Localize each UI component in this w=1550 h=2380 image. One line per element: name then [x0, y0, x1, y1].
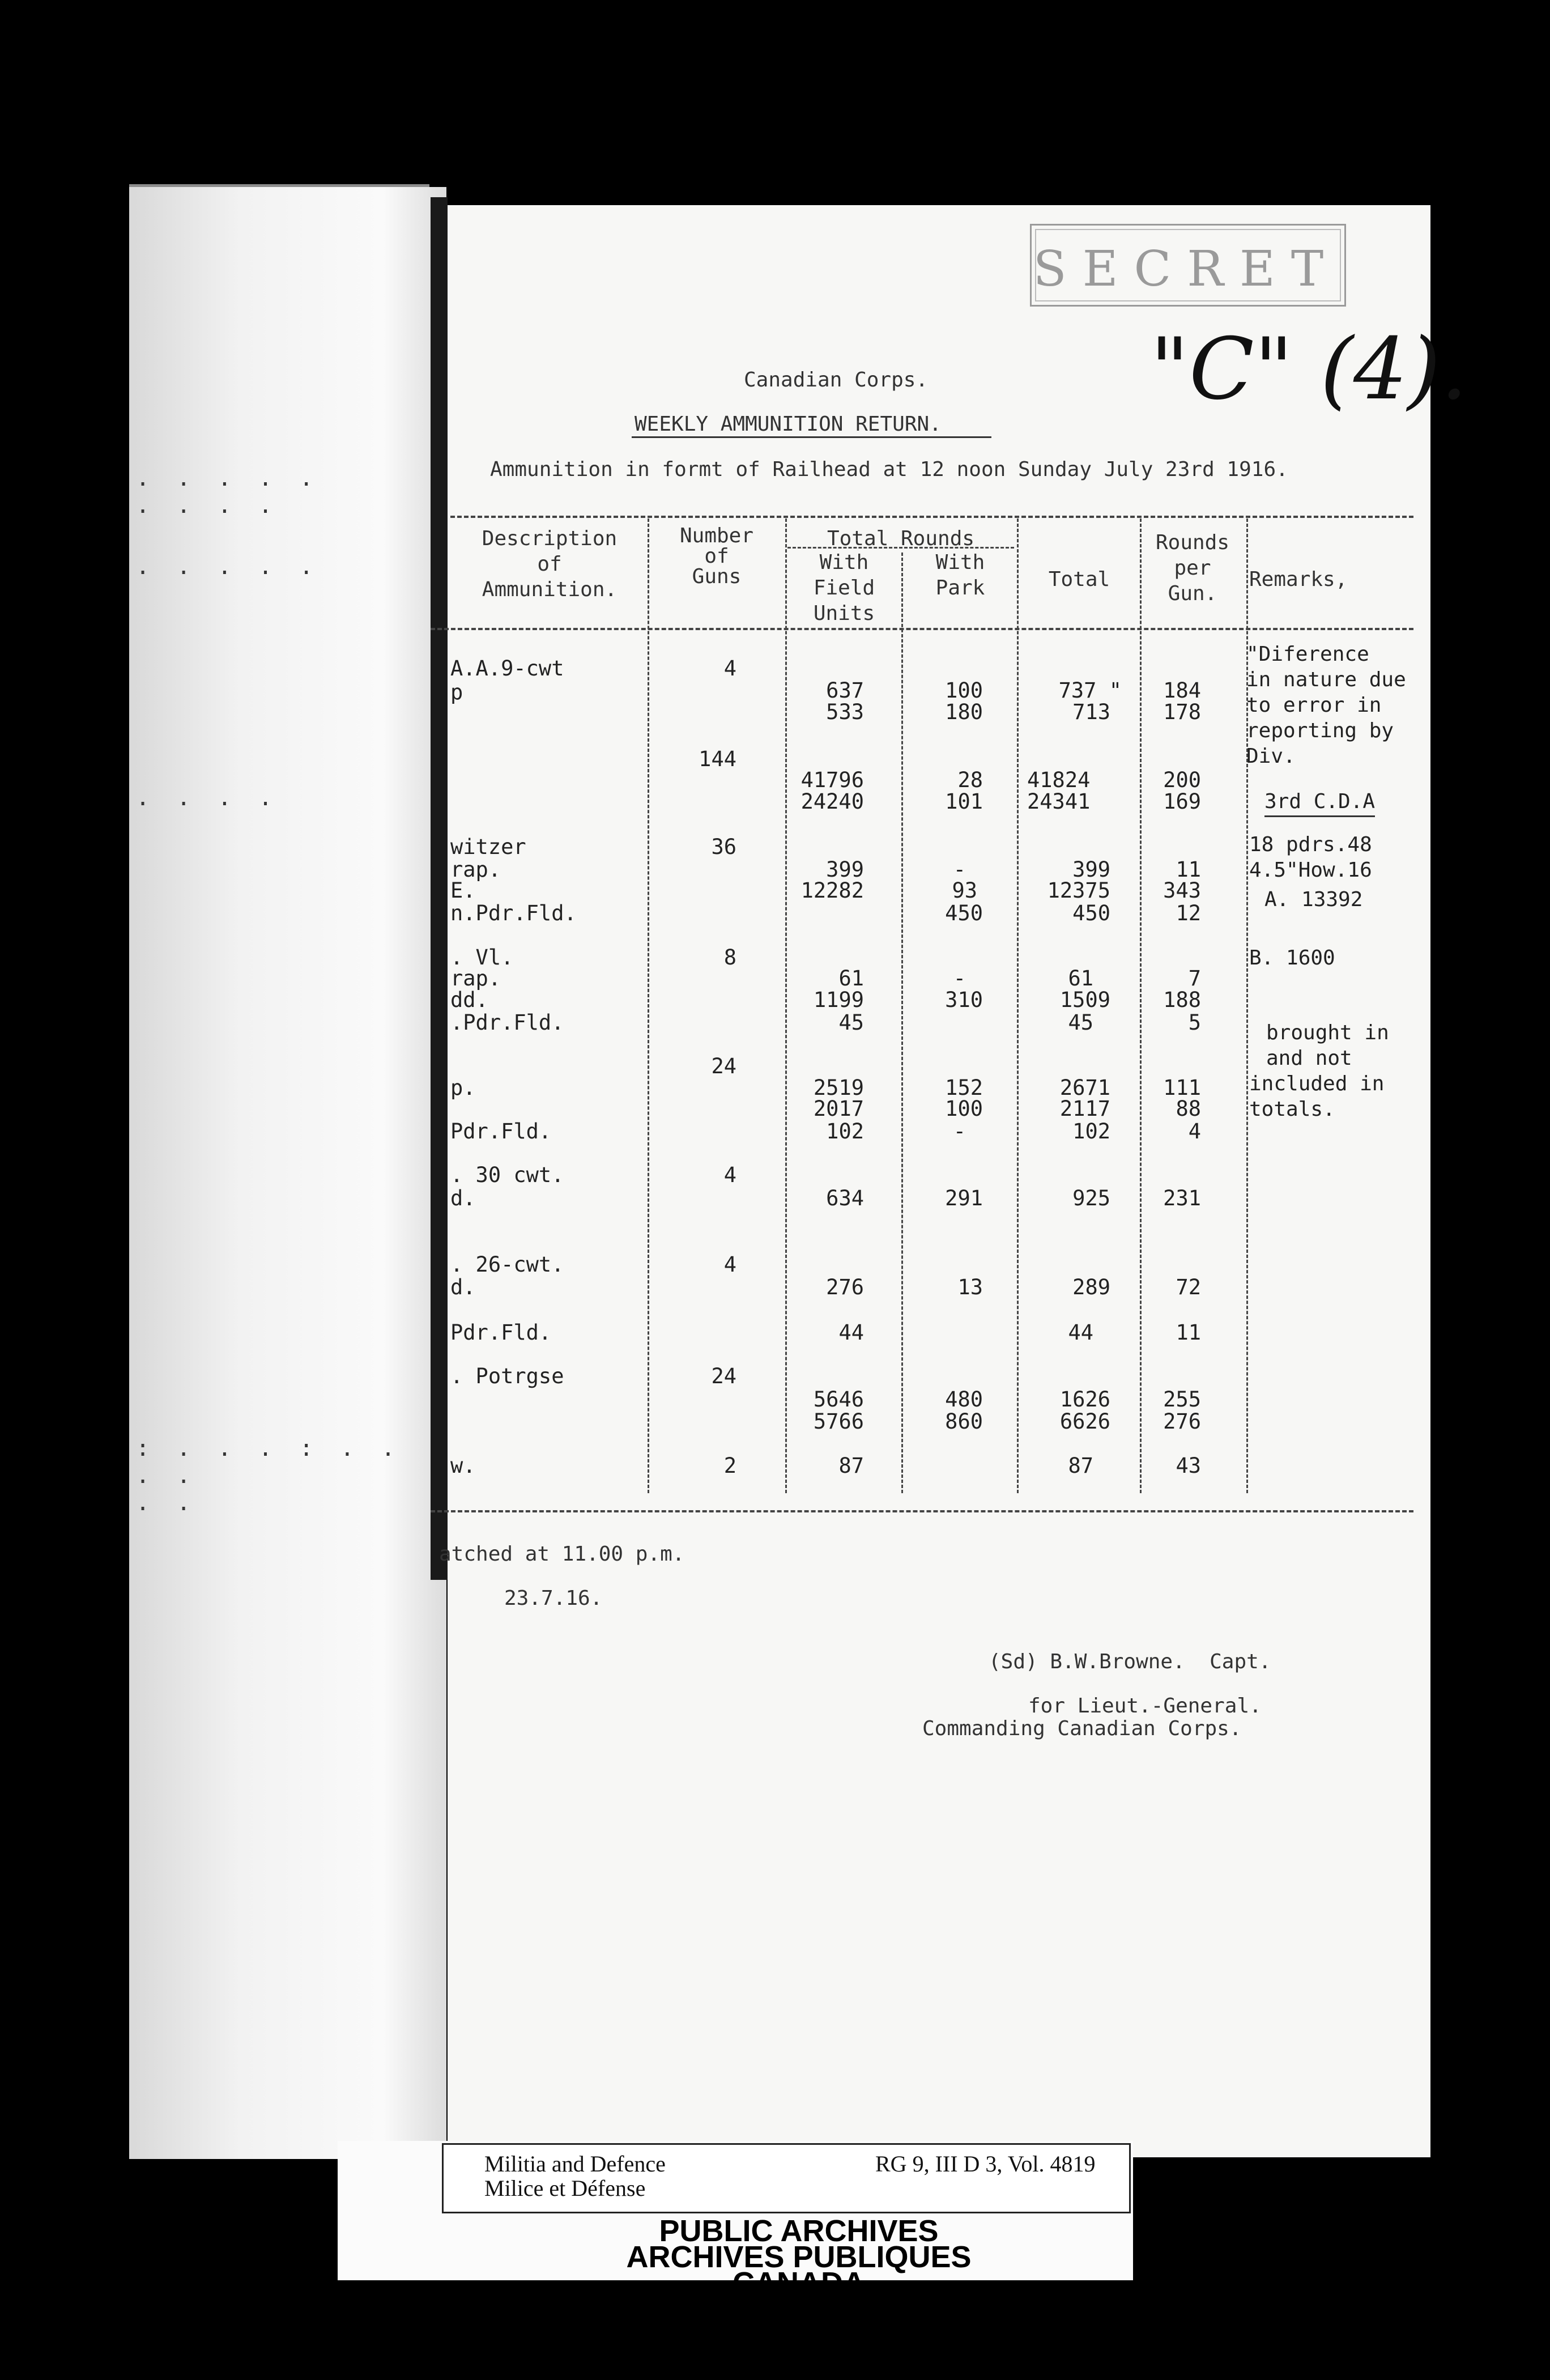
row-field: 2519 — [813, 1076, 864, 1100]
header-rule — [431, 628, 1413, 630]
remarks-note: "Diference in nature due to error in reporting by Div. — [1246, 643, 1406, 768]
dispatch-date: 23.7.16. — [504, 1587, 603, 1610]
row-per-gun: 7 — [1188, 966, 1201, 991]
col-header-per-gun: Rounds per Gun. — [1155, 531, 1230, 605]
row-field: 533 — [826, 700, 864, 724]
row-per-gun: 88 — [1176, 1096, 1201, 1121]
row-park: 291 — [945, 1186, 983, 1210]
row-guns: 4 — [723, 1252, 736, 1277]
row-field: 41796 — [800, 768, 864, 792]
row-per-gun: 43 — [1176, 1454, 1201, 1478]
row-desc: rap. — [450, 966, 501, 991]
row-total: 1509 — [1059, 988, 1110, 1012]
row-desc: n.Pdr.Fld. — [450, 901, 577, 925]
row-field: 634 — [826, 1186, 864, 1210]
archive-name-en: PUBLIC ARCHIVES — [659, 2214, 939, 2248]
col-divider — [901, 552, 903, 1493]
row-park: - — [953, 1119, 966, 1144]
remarks-b: B. 1600 — [1249, 946, 1335, 970]
row-per-gun: 169 — [1163, 789, 1201, 814]
row-desc: p. — [450, 1076, 476, 1100]
signature-command: Commanding Canadian Corps. — [922, 1717, 1242, 1740]
row-desc: . 30 cwt. — [450, 1163, 564, 1187]
document-page — [448, 205, 1430, 2157]
row-desc: w. — [450, 1454, 476, 1478]
secret-stamp: SECRET — [1033, 241, 1340, 298]
row-park: 101 — [945, 789, 983, 814]
row-field: 5646 — [813, 1387, 864, 1412]
col-header-park: With Park — [935, 551, 985, 600]
row-total: 2671 — [1059, 1076, 1110, 1100]
row-per-gun: 255 — [1163, 1387, 1201, 1412]
remarks-a: A. 13392 — [1264, 888, 1363, 911]
row-desc: p — [450, 680, 463, 704]
row-desc: . Potrgse — [450, 1364, 564, 1388]
title-underline — [632, 436, 991, 438]
row-desc: A.A.9-cwt — [450, 656, 564, 681]
row-per-gun: 111 — [1163, 1076, 1201, 1100]
row-park: - — [953, 857, 966, 882]
row-guns: 24 — [711, 1054, 736, 1078]
archive-country: CANADA — [733, 2266, 865, 2300]
row-total: 44 — [1068, 1320, 1093, 1345]
row-total: 713 — [1072, 700, 1110, 724]
row-field: 2017 — [813, 1096, 864, 1121]
row-per-gun: 200 — [1163, 768, 1201, 792]
col-header-total-rounds: Total Rounds — [827, 527, 975, 550]
row-per-gun: 11 — [1176, 1320, 1201, 1345]
col-divider — [1017, 518, 1019, 1493]
row-field: 637 — [826, 678, 864, 703]
row-park: 152 — [945, 1076, 983, 1100]
row-park: 93 — [952, 878, 977, 903]
row-park: 180 — [945, 700, 983, 724]
row-total: 399 — [1072, 857, 1110, 882]
row-per-gun: 72 — [1176, 1275, 1201, 1299]
row-park: - — [953, 966, 966, 991]
row-field: 45 — [838, 1010, 864, 1035]
row-guns: 36 — [711, 835, 736, 859]
org-heading: Canadian Corps. — [744, 368, 929, 392]
signature-for: for Lieut.-General. — [1028, 1694, 1262, 1718]
row-guns: 144 — [699, 747, 736, 771]
row-desc: E. — [450, 878, 476, 903]
row-field: 399 — [826, 857, 864, 882]
row-total: 2117 — [1059, 1096, 1110, 1121]
row-guns: 4 — [723, 1163, 736, 1187]
row-field: 5766 — [813, 1409, 864, 1434]
row-total: 102 — [1072, 1119, 1110, 1144]
row-total: 87 — [1068, 1454, 1093, 1478]
col-header-total: Total — [1048, 568, 1110, 591]
row-per-gun: 188 — [1163, 988, 1201, 1012]
row-field: 1199 — [813, 988, 864, 1012]
row-guns: 8 — [723, 945, 736, 970]
row-park: 450 — [945, 901, 983, 925]
row-total: 737 " — [1058, 678, 1122, 703]
row-desc: d. — [450, 1186, 476, 1210]
row-desc: . 26-cwt. — [450, 1252, 564, 1277]
row-total: 41824 — [1027, 768, 1091, 792]
row-total: 450 — [1072, 901, 1110, 925]
row-total: 12375 — [1047, 878, 1110, 903]
row-total: 61 — [1068, 966, 1093, 991]
ghost-text: . . . . . . . . . . . . . . . . . . : . . . : . . . . . . — [136, 465, 402, 1516]
row-per-gun: 12 — [1176, 901, 1201, 925]
row-field: 102 — [826, 1119, 864, 1144]
col-header-field-units: With Field Units — [813, 551, 875, 625]
row-per-gun: 4 — [1188, 1119, 1201, 1144]
row-guns: 2 — [723, 1454, 736, 1478]
row-park: 480 — [945, 1387, 983, 1412]
return-subtitle: Ammunition in formt of Railhead at 12 noon Sunday July 23rd 1916. — [490, 458, 1288, 481]
dept-english: Militia and Defence — [484, 2151, 666, 2177]
row-park: 28 — [957, 768, 983, 792]
row-per-gun: 276 — [1163, 1409, 1201, 1434]
row-park: 100 — [945, 1096, 983, 1121]
remarks-guns: 18 pdrs.48 4.5"How.16 — [1249, 833, 1372, 882]
row-field: 61 — [838, 966, 864, 991]
table-bottom-rule — [431, 1510, 1413, 1512]
remarks-division: 3rd C.D.A — [1264, 789, 1375, 817]
row-desc: d. — [450, 1275, 476, 1299]
archive-name-fr: ARCHIVES PUBLIQUES — [626, 2240, 972, 2274]
row-per-gun: 178 — [1163, 700, 1201, 724]
row-per-gun: 5 — [1188, 1010, 1201, 1035]
row-desc: .Pdr.Fld. — [450, 1010, 564, 1035]
col-divider — [648, 518, 649, 1493]
dispatch-line: atched at 11.00 p.m. — [439, 1542, 685, 1566]
row-per-gun: 343 — [1163, 878, 1201, 903]
remarks-footnote: brought in and not included in totals. — [1249, 1021, 1389, 1121]
row-total: 45 — [1068, 1010, 1093, 1035]
row-total: 925 — [1072, 1186, 1110, 1210]
row-park: 310 — [945, 988, 983, 1012]
row-field: 44 — [838, 1320, 864, 1345]
row-total: 6626 — [1059, 1409, 1110, 1434]
col-divider — [785, 518, 787, 1493]
row-desc: . Vl. — [450, 945, 514, 970]
row-desc: dd. — [450, 988, 488, 1012]
row-per-gun: 231 — [1163, 1186, 1201, 1210]
row-per-gun: 11 — [1176, 857, 1201, 882]
row-field: 24240 — [800, 789, 864, 814]
row-total: 24341 — [1027, 789, 1091, 814]
signature-name: (Sd) B.W.Browne. Capt. — [989, 1650, 1271, 1673]
col-header-description: Description of Ammunition. — [482, 527, 618, 601]
row-field: 87 — [838, 1454, 864, 1478]
row-guns: 24 — [711, 1364, 736, 1388]
row-total: 289 — [1072, 1275, 1110, 1299]
col-header-remarks: Remarks, — [1249, 568, 1348, 591]
row-desc: Pdr.Fld. — [450, 1320, 552, 1345]
row-desc: witzer — [450, 835, 526, 859]
page-shadow — [431, 197, 448, 1580]
row-field: 276 — [826, 1275, 864, 1299]
archive-reference: RG 9, III D 3, Vol. 4819 — [875, 2151, 1096, 2177]
col-header-guns: Number of Guns — [679, 524, 754, 588]
row-total: 1626 — [1059, 1387, 1110, 1412]
row-desc: Pdr.Fld. — [450, 1119, 552, 1144]
row-desc: rap. — [450, 857, 501, 882]
row-field: 12282 — [800, 878, 864, 903]
dept-french: Milice et Défense — [484, 2175, 646, 2201]
row-park: 860 — [945, 1409, 983, 1434]
row-guns: 4 — [723, 656, 736, 681]
table-top-rule — [450, 516, 1413, 518]
row-park: 100 — [945, 678, 983, 703]
return-title: WEEKLY AMMUNITION RETURN. — [635, 413, 942, 436]
handwritten-reference: "C" (4). — [1150, 320, 1468, 419]
row-per-gun: 184 — [1163, 678, 1201, 703]
row-park: 13 — [957, 1275, 983, 1299]
